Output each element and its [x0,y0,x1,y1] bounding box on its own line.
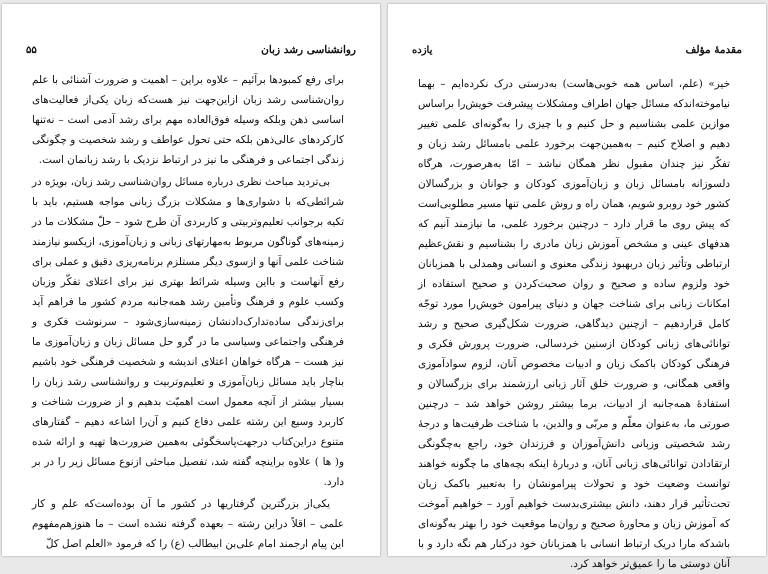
right-running-title: مقدمهٔ مؤلف [685,44,742,56]
left-body-text [32,70,344,548]
left-running-title: روانشناسی رشد زبان [261,44,356,56]
left-running-head [26,42,356,58]
left-page [2,4,380,556]
right-paragraph-1: خیر» (علم، اساس همه خوبی‌هاست) به‌درستی درک نکرده‌ایم – بهما نیاموخته‌اندکه مسائل جهان اطراف ومشکلات پیشرفت خویش‌را براساس موازین علمی بشناسیم و حل کنیم و با چیزی را به‌گونه‌ای علمی تغییر دهیم و اصلاح کنیم – به‌همین‌جهت برخورد علمی بامسائل رشد زبان و تفکّر نیز چندان مقبول نظر همگان نباشد – امّا به‌هرصورت، هرگاه دلسوزانه بامسائل زبان و زبان‌آموزی کودکان و جوانان و بزرگسالان کشور خود روبرو شویم، همان راه و روش علمی تنها مسیر مطلوبی‌است که پیش روی ما قرار دارد – درچنین برخورد علمی، ما نیازمند آنیم که هدفهای عینی و مشخص آموزش زبان مادری را بشناسیم و نقش‌عظیم ارتباطی وتأثیر زبان دربهبود زندگی معنوی و انسانی وهمدلی با همزبانان خود ولزوم ساده و صحیح و روان صحبت‌کردن و صحیح استفاده از امکانات زبانی برای شناخت جهان و دنیای پیرامون خویش‌را مورد توجّه کامل قراردهیم – ازچنین دیدگاهی، ضرورت شکل‌گیری صحیح و رشد توانائی‌های زبانی کودکان ازسنین خردسالی، ضرورت پرورش فکری و فرهنگی کودکان باکمک زبان و ادبیات مخصوص آنان، لزوم سوادآموزی واقعی همگانی، و ضرورت خلق آثار زبانی ارزشمند برای بزرگسالان و استفادهٔ همه‌جانبه از ادبیات، برما بیشتر روشن خواهد شد – درچنین صورتی ما، به‌عنوان معلّم و مربّی و والدین، با شناخت ظرفیت‌ها و درجهٔ رشد شخصیتی وزبانی دانش‌آموزان و فرزندان خود، راجع به‌چگونگی ارتقادادن توانائی‌های زبانی آنان، و دربارهٔ اینکه بچه‌های ما چگونه خواهند توانست وضعیت خود و تحولات پیرامونشان را به‌تعبیر باکمک زبان تحت‌تأثیر قرار دهند، دانش بیشتری‌بدست خواهیم آورد – خواهیم آموخت که آموزش زبان و محاورهٔ صحیح و روان‌ما موقعیت خود را بهتر به‌گونه‌ای باشدکه مارا دریک ارتباط انسانی با همزبانان خود درکنار هم نگه دارد و با آنان دوستی ما را عمیق‌تر خواهد کرد. [418,78,730,570]
left-page-number: ۵۵ [26,44,37,56]
left-paragraph-3: یکی‌از بزرگترین گرفتاریها در کشور ما آن بوده‌است‌که علم و کار علمی – اقلاً دراین رشته – بعهده گرفته نشده است – ما هنوزهم‌مفهوم این پیام ارجمند امام علی‌بن ابیطالب (ع) را که فرمود «العلم‌ اصل‌ کلّ [32,498,344,550]
right-page-number: یازده [412,44,433,56]
left-paragraph-1: برای رفع کمبودها برآئیم – علاوه براین – اهمیت و ضرورت آشنائی با علم روان‌شناسی رشد زبان ازاین‌جهت نیز هست‌که زبان یکی‌از فعالیت‌های اساسی ذهن وبلکه وسیله فوق‌العاده مهم برای رشد آدمی است – نه‌تنها کارکردهای عالی‌ذهن بلکه حتی تحول عواطف و رشد شخصیت و چگونگی زندگی اجتماعی و فرهنگی ما نیز در ارتباط نزدیک با رشد زبانمان است. [32,74,344,166]
left-paragraph-2: بی‌تردید مباحث نظری درباره مسائل روان‌شناسی رشد زبان، بویژه در شرائطی‌که با دشواری‌ها و مشکلات بزرگ زبانی مواجه هستیم، باید با تکیه برجوانب تعلیم‌وتربیتی و کاربردی آن طرح شود – حلّ مشکلات ما در زمینه‌های گوناگون مربوط به‌مهارتهای زبانی و زبان‌آموزی، ازیکسو نیازمند شناخت علمی آنها و ازسوی دیگر مستلزم برنامه‌ریزی دقیق و عملی برای رفع آنهاست و بااین وسیله شرائط بهتری نیز برای اعتلای تفکّر وزبان وکسب علوم و فرهنگ وتأمین رشد همه‌جانبه مردم کشور ما فراهم آید برای‌زندگی ساده‌تدارک‌دادنشان زمینه‌سازی‌شود – سرنوشت فکری و فرهنگی واجتماعی وسیاسی ما در گرو حل مسائل زبان و زبان‌آموزی ما نیز هست – هرگاه خواهان اعتلای اندیشه و شخصیت فرهنگی خود باشیم بناچار باید مسائل زبان‌آموزی و تعلیم‌وتربیت و روانشناسی رشد زبان را بسیار بیشتر از آنچه معمول است اهمیّت بدهیم و از ضرورت شناخت و کاربرد وسیع این رشته علمی دفاع کنیم و آن‌را اشاعه دهیم – گفتارهای متنوع دراین‌کتاب درجهت‌پاسخگوئی به‌همین ضرورت‌ها تهیه و ارائه شده و( ها ) علاوه براینچه گفته شد، تفصیل مباحثی ازنوع مسائل زیر را در بر دارد. [32,176,344,488]
right-body-text [418,74,730,570]
right-running-head [412,42,742,58]
right-page [388,4,766,570]
